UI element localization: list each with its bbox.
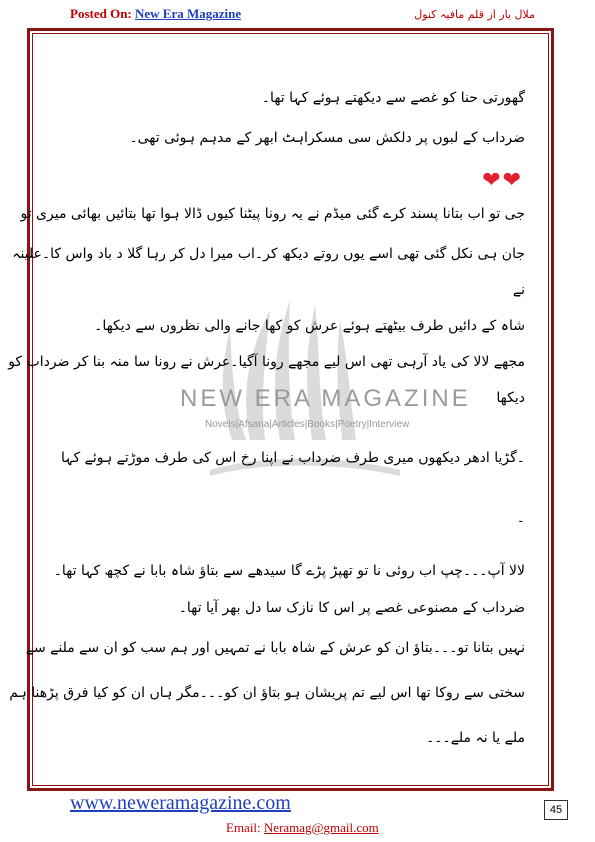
story-title: ملال یار از قلم مافیہ کنول — [414, 8, 535, 21]
paragraph-line: شاہ کے دائیں طرف بیٹھتے ہوئے عرش کو کھا جانے والی نظروں سے دیکھا۔ — [94, 318, 525, 334]
email-label: Email: — [226, 820, 261, 835]
paragraph-line: ۔گڑیا ادھر دیکھوں میری طرف ضرداب نے اپنا رخ اس کی طرف موڑتے ہوئے کہا — [61, 450, 525, 466]
email-link[interactable]: Neramag@gmail.com — [263, 820, 379, 835]
paragraph-line: جان ہی نکل گئی تھی اسے یوں روتے دیکھ کر۔اب میرا دل کر رہا گلا د باد واس کا۔علینہ — [12, 246, 525, 262]
watermark-subtitle: Novels|Afsana|Articles|Books|Poetry|Interview — [205, 419, 410, 430]
email-line — [226, 820, 379, 836]
website-link[interactable]: www.neweramagazine.com — [70, 792, 291, 814]
paragraph-line: گھورتی حنا کو غصے سے دیکھتے ہوئے کہا تھا۔ — [261, 90, 525, 106]
paragraph-line: جی تو اب بتانا پسند کرے گئی میڈم نے یہ رونا پیٹنا کیوں ڈالا ہوا تھا بتائیں بھائی میری تو — [20, 206, 525, 222]
page-number: 45 — [544, 800, 568, 820]
paragraph-line: لالا آپ۔۔۔چپ اب روئی نا تو تھپڑ پڑے گا سیدھے سے بتاؤ شاہ بابا نے کچھ کہا تھا۔ — [53, 563, 525, 579]
paragraph-line: ۔ — [516, 510, 525, 526]
paragraph-line: نہیں بتانا تو۔۔۔بتاؤ ان کو عرش کے شاہ بابا نے تمہیں اور ہم سب کو ان سے ملنے سے — [25, 640, 525, 656]
paragraph-line: ملے یا نہ ملے۔۔۔ — [426, 730, 525, 746]
posted-prefix: Posted On: — [70, 6, 132, 21]
magazine-link[interactable]: New Era Magazine — [135, 6, 242, 21]
paragraph-line: سختی سے روکا تھا اس لیے تم پریشان ہو بتاؤ ان کو۔۔۔مگر ہاں ان کو کیا فرق پڑھنا ہم — [9, 685, 525, 701]
paragraph-line: ضرداب کے مصنوعی غصے پر اس کا نازک سا دل بھر آیا تھا۔ — [178, 600, 525, 616]
paragraph-line: دیکھا — [496, 390, 525, 406]
watermark-title: NEW ERA MAGAZINE — [180, 385, 471, 412]
paragraph-line: نے — [512, 282, 525, 298]
hearts-icon: ❤❤ — [482, 168, 523, 193]
posted-on-label — [70, 6, 241, 22]
paragraph-line: ضرداب کے لبوں پر دلکش سی مسکراہٹ ابھر کے مدہم ہوئی تھی۔ — [129, 130, 525, 146]
paragraph-line: مجھے لالا کی یاد آرہی تھی اس لیے مجھے رونا آگیا۔عرش نے رونا سا منہ بنا کر ضرداب کو — [8, 354, 525, 370]
